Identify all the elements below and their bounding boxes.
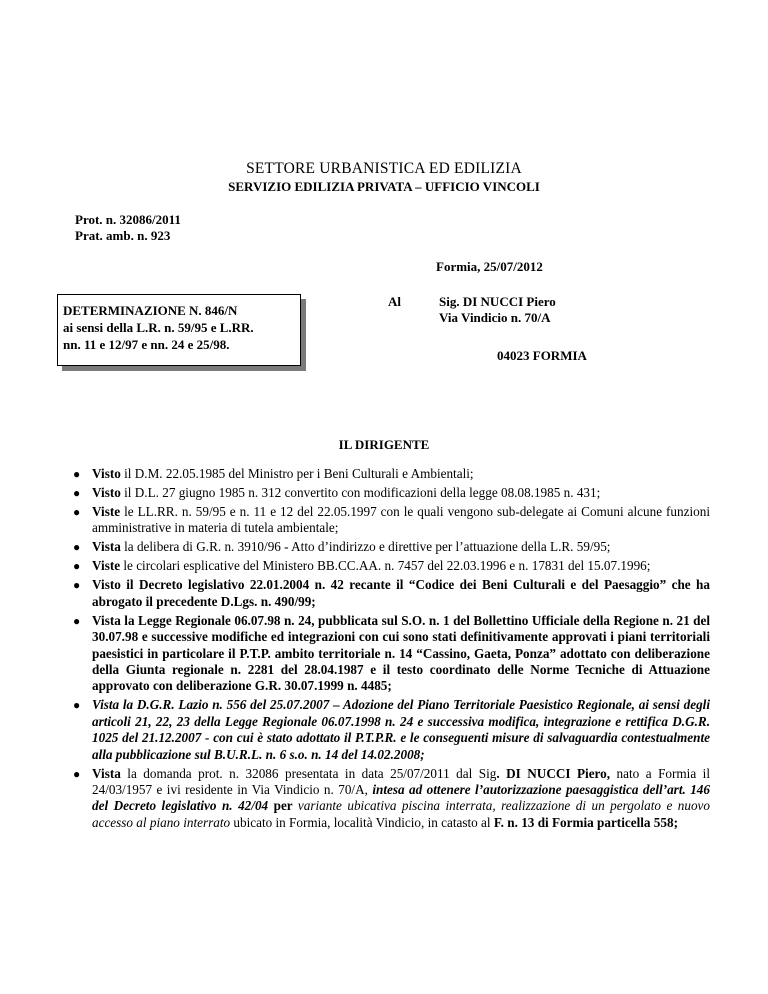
protocol-number: Prot. n. 32086/2011 xyxy=(75,212,181,227)
bullet-icon: ● xyxy=(73,613,81,628)
office-title: SETTORE URBANISTICA ED EDILIZIA xyxy=(246,160,522,177)
practice-number: Prat. amb. n. 923 xyxy=(75,228,171,243)
recipient-label: Al xyxy=(388,294,401,309)
list-item: ● Vista la domanda prot. n. 32086 presentata in data 25/07/2011 dal Sig. DI NUCCI Piero, nato a Formia il 24/03/1957 e ivi residente in Via Vindicio n. 70/A, intesa ad ottenere l’autorizzazione paesaggistica dell’art. 146 del Decreto legislativo n. 42/04 per variante ubicativa piscina interrata, realizzazione di un pergolato e nuovo accesso al piano interrato ubicato in Formia, località Vindicio, in catasto al F. n. 13 di Formia particella 558; xyxy=(73,765,711,830)
list-item: ● Vista la D.G.R. Lazio n. 556 del 25.07.2007 – Adozione del Piano Territoriale Paesistico Regionale, ai sensi degli articoli 21, 22, 23 della Legge Regionale 06.07.1998 n. 24 e successiva modifica, integrazione e rettifica D.G.R. 1025 del 21.12.2007 - con cui è stato adottato il P.T.P.R. e le conseguenti misure di salvaguardia contestualmente alla pubblicazione sul B.U.R.L. n. 6 s.o. n. 14 del 14.02.2008; xyxy=(73,697,710,762)
list-item: ● Visto il D.L. 27 giugno 1985 n. 312 convertito con modificazioni della legge 08.08.1985 n. 431; xyxy=(73,485,601,500)
place-date: Formia, 25/07/2012 xyxy=(436,259,543,274)
bullet-icon: ● xyxy=(73,766,81,781)
determination-box xyxy=(57,294,301,366)
bullet-icon: ● xyxy=(73,505,81,519)
recipient-street: Via Vindicio n. 70/A xyxy=(439,310,551,325)
determination-law-line: ai sensi della L.R. n. 59/95 e L.RR. xyxy=(63,320,254,335)
determination-law-line-2: nn. 11 e 12/97 e nn. 24 e 25/98. xyxy=(63,337,230,352)
bullet-icon: ● xyxy=(73,559,81,574)
list-item: ● Visto il Decreto legislativo 22.01.2004 n. 42 recante il “Codice dei Beni Culturali e del Paesaggio” che ha abrogato il precedente D.Lgs. n. 490/99; xyxy=(73,577,710,609)
recipient-name: Sig. DI NUCCI Piero xyxy=(439,294,556,309)
determination-number: DETERMINAZIONE N. 846/N xyxy=(63,303,238,318)
service-subtitle: SERVIZIO EDILIZIA PRIVATA – UFFICIO VINCOLI xyxy=(228,179,540,194)
list-item: ● Visto il D.M. 22.05.1985 del Ministro per i Beni Culturali e Ambientali; xyxy=(73,466,474,481)
bullet-icon: ● xyxy=(73,467,81,481)
section-heading: IL DIRIGENTE xyxy=(338,437,430,452)
list-item: ● Vista la delibera di G.R. n. 3910/96 - Atto d’indirizzo e direttive per l’attuazione della L.R. 59/95; xyxy=(73,539,611,555)
list-item: ● Vista la Legge Regionale 06.07.98 n. 24, pubblicata sul S.O. n. 1 del Bollettino Ufficiale della Regione n. 21 del 30.07.98 e successive modifiche ed integrazioni con cui sono stati definitivamente approvati i piani territoriali paesistici in particolare il P.T.P. ambito territoriale n. 14 “Cassino, Gaeta, Ponza” adottato con deliberazione della Giunta regionale n. 2281 del 28.04.1987 e il testo coordinato delle Norme Tecniche di Attuazione approvato con deliberazione G.R. 30.07.1999 n. 4485; xyxy=(73,612,710,694)
bullet-icon: ● xyxy=(73,698,81,713)
bullet-icon: ● xyxy=(73,486,81,500)
bullet-icon: ● xyxy=(73,540,81,555)
list-item: ● Viste le LL.RR. n. 59/95 e n. 11 e 12 del 22.05.1997 con le quali vengono sub-delegate ai Comuni alcune funzioni amministrative in materia di tutela ambientale; xyxy=(73,504,710,536)
list-item: ● Viste le circolari esplicative del Ministero BB.CC.AA. n. 7457 del 22.03.1996 e n. 17831 del 15.07.1996; xyxy=(73,558,651,574)
considerations-list xyxy=(75,466,710,834)
bullet-icon: ● xyxy=(73,578,81,593)
recipient-city: 04023 FORMIA xyxy=(497,348,587,363)
